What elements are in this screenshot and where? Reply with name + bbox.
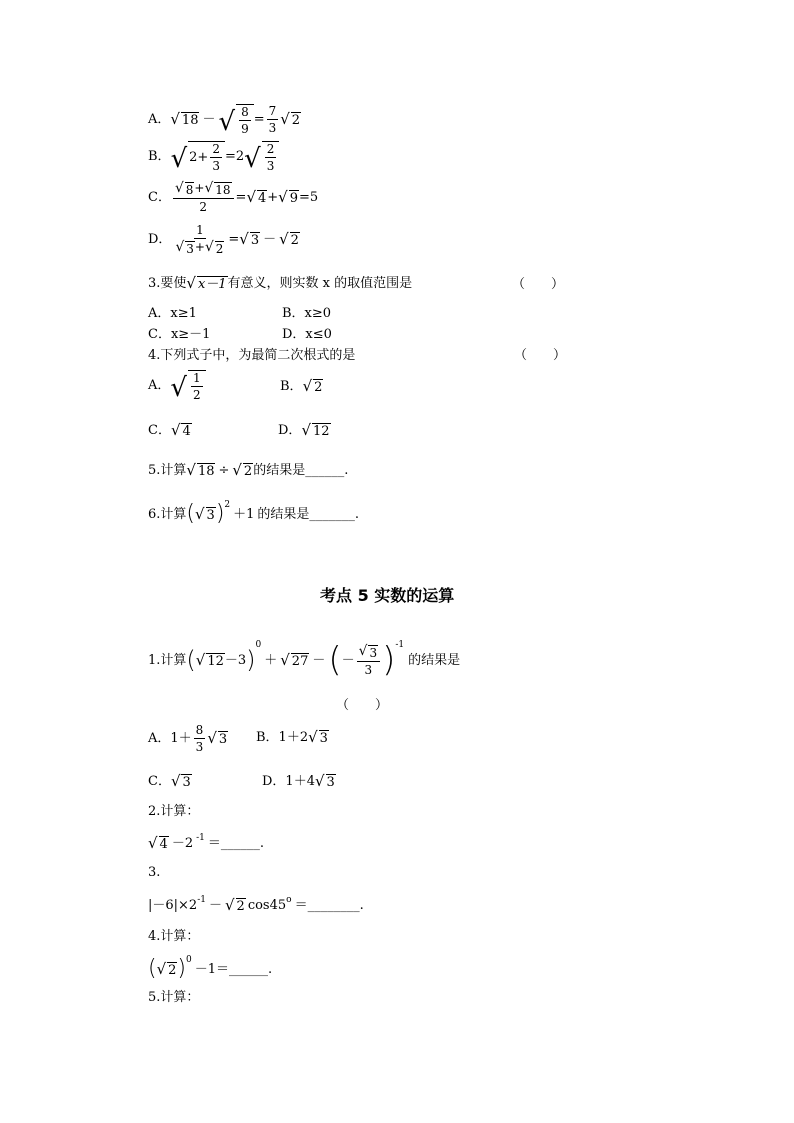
- s4-label: 4.计算：: [148, 929, 200, 944]
- s1-option-a[interactable]: A．1＋ $\frac{8}{3}$ √ 3: [148, 723, 228, 754]
- q3-option-a[interactable]: A．x≥1: [148, 306, 197, 321]
- s4-expression: ( √ 2 ) 0 －1＝______.: [148, 955, 273, 981]
- sqrt: √ 2+ $\frac{2}{3}$: [171, 141, 225, 172]
- q6: 6.计算 ( √ 3 ) 2 ＋1 的结果是_______.: [148, 500, 360, 526]
- s1-answer-paren: （ ）: [336, 698, 389, 713]
- q4-option-b[interactable]: B． √ 2: [280, 377, 323, 396]
- q2-option-b[interactable]: B． √ 2+ $\frac{2}{3}$ =2 √ $\frac{2}{3}$: [148, 141, 279, 172]
- q3-stem: 3.要使 √ x－1 有意义，则实数 x 的取值范围是: [148, 274, 413, 293]
- sqrt: √ 2: [280, 110, 301, 129]
- s2-expression: √ 4 －2 -1 ＝______.: [148, 833, 265, 853]
- q3-option-c[interactable]: C．x≥－1: [148, 327, 211, 342]
- q3-option-b[interactable]: B．x≥0: [282, 306, 332, 321]
- q2-option-a[interactable]: A． √ 18 － √ $\frac{8}{9}$ = $\frac{7}{3}$ √ 2: [148, 104, 301, 137]
- q3-answer-paren: （ ）: [512, 277, 565, 292]
- sqrt: √ 18: [170, 110, 199, 129]
- q4-answer-paren: （ ）: [514, 348, 567, 363]
- s5-label: 5.计算：: [148, 990, 200, 1005]
- s2-label: 2.计算：: [148, 804, 200, 819]
- q3-option-d[interactable]: D．x≤0: [282, 327, 332, 342]
- fraction: 1 √ 3 + √ 2: [175, 223, 224, 256]
- q4-option-d[interactable]: D． √ 12: [278, 421, 330, 440]
- q5: 5.计算 √ 18 ÷ √ 2 的结果是______.: [148, 461, 349, 480]
- sqrt: √ $\frac{8}{9}$: [218, 104, 253, 135]
- s1-option-d[interactable]: D．1＋4 √ 3: [262, 772, 335, 791]
- q4-stem: 4.下列式子中，为最简二次根式的是: [148, 348, 356, 363]
- q4-option-c[interactable]: C． √ 4: [148, 421, 191, 440]
- s1-option-c[interactable]: C． √ 3: [148, 772, 191, 791]
- fraction: $\frac{7}{3}$: [268, 104, 277, 135]
- fraction: √ 8 + √ 18 2: [173, 182, 234, 213]
- sqrt: √ $\frac{2}{3}$: [244, 141, 279, 172]
- s1-option-b[interactable]: B．1＋2 √ 3: [256, 728, 328, 747]
- s3-label: 3.: [148, 865, 161, 880]
- s3-expression: |－6|×2 -1 － √ 2 cos45 o ＝________.: [148, 895, 364, 915]
- s1-stem: 1.计算 ( √ 12 －3 ) 0 ＋ √ 27 － ( － √ 3 3 ) -1 的结果是: [148, 640, 461, 680]
- q4-option-a[interactable]: A． √ $\frac{1}{2}$: [148, 370, 206, 401]
- q2-option-d[interactable]: D． 1 √ 3 + √ 2 = √ 3 － √ 2: [148, 223, 299, 256]
- q2-option-c[interactable]: C． √ 8 + √ 18 2 = √ 4 + √ 9 =5: [148, 180, 319, 214]
- section-title: 考点 5 实数的运算: [320, 586, 455, 605]
